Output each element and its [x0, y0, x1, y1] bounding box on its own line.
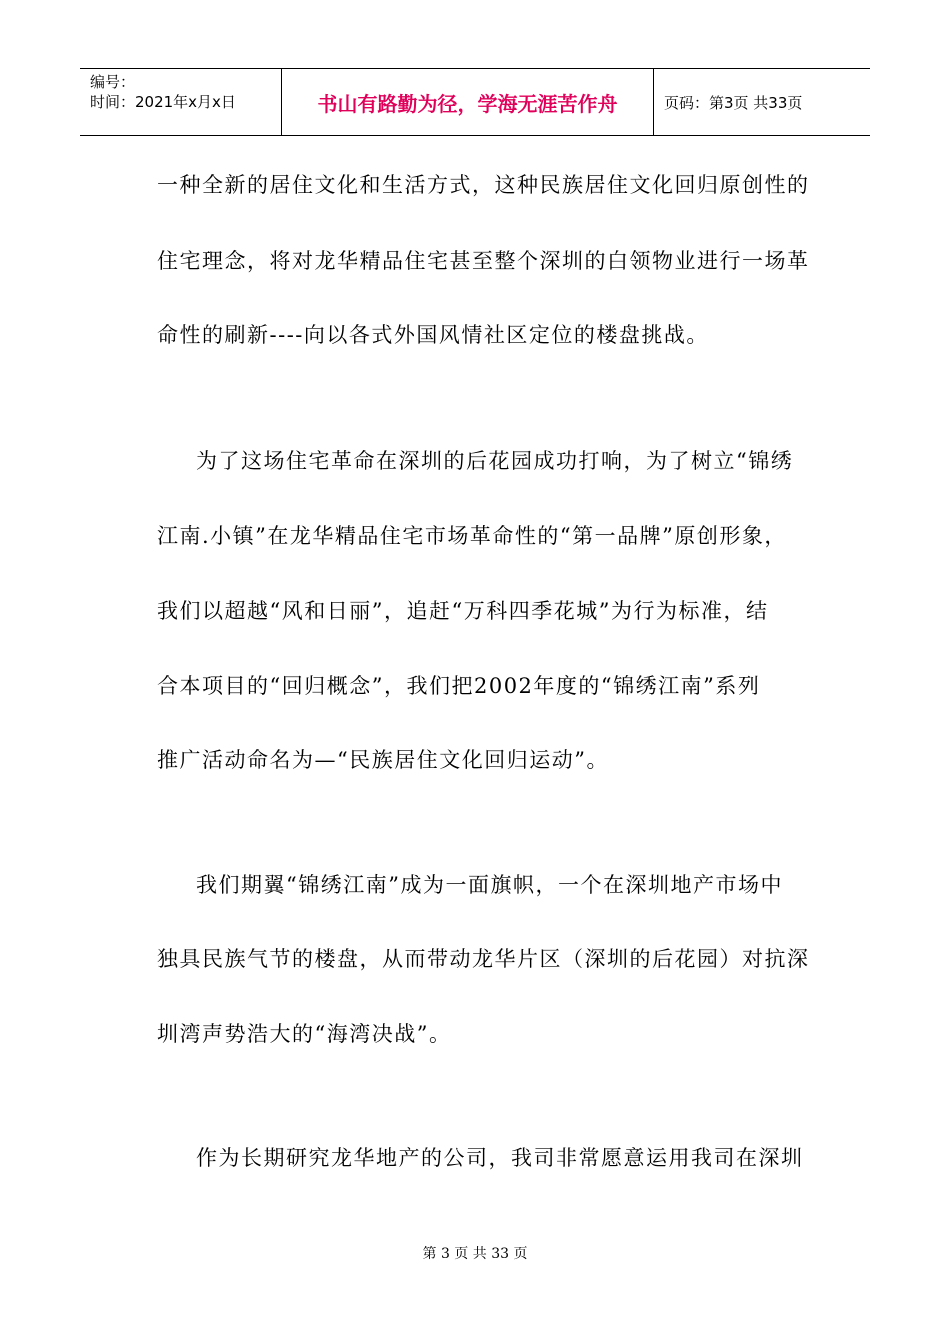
header-motto: 书山有路勤为径，学海无涯苦作舟 [317, 91, 618, 116]
header-divider [653, 69, 654, 135]
header-meta [80, 69, 281, 135]
document-date-label: 时间：2021年x月x日 [90, 93, 236, 111]
body-text-line: 作为长期研究龙华地产的公司，我司非常愿意运用我司在深圳 [196, 1146, 804, 1170]
body-text-line: 圳湾声势浩大的“海湾决战”。 [157, 1022, 452, 1046]
body-text-line: 独具民族气节的楼盘，从而带动龙华片区（深圳的后花园）对抗深 [157, 947, 810, 971]
body-text-line: 我们期翼“锦绣江南”成为一面旗帜，一个在深圳地产市场中 [196, 873, 783, 897]
body-text-line: 住宅理念，将对龙华精品住宅甚至整个深圳的白领物业进行一场革 [157, 249, 810, 273]
header-motto-cell [282, 69, 653, 135]
body-text-line: 江南.小镇”在龙华精品住宅市场革命性的“第一品牌”原创形象， [157, 524, 787, 548]
body-text-line: 合本项目的“回归概念”，我们把2002年度的“锦绣江南”系列 [157, 674, 761, 698]
document-number-label: 编号： [90, 73, 136, 91]
body-text-line: 推广活动命名为—“民族居住文化回归运动”。 [157, 748, 609, 772]
body-text-line: 一种全新的居住文化和生活方式，这种民族居住文化回归原创性的 [157, 173, 810, 197]
page-header [80, 68, 870, 136]
header-page-info: 页码：第3页 共33页 [664, 93, 803, 112]
body-text-line: 我们以超越“风和日丽”，追赶“万科四季花城”为行为标准，结 [157, 599, 769, 623]
page-footer: 第 3 页 共 33 页 [422, 1246, 528, 1262]
body-text-line: 为了这场住宅革命在深圳的后花园成功打响，为了树立“锦绣 [196, 449, 794, 473]
body-text-line: 命性的刷新----向以各式外国风情社区定位的楼盘挑战。 [157, 323, 709, 347]
